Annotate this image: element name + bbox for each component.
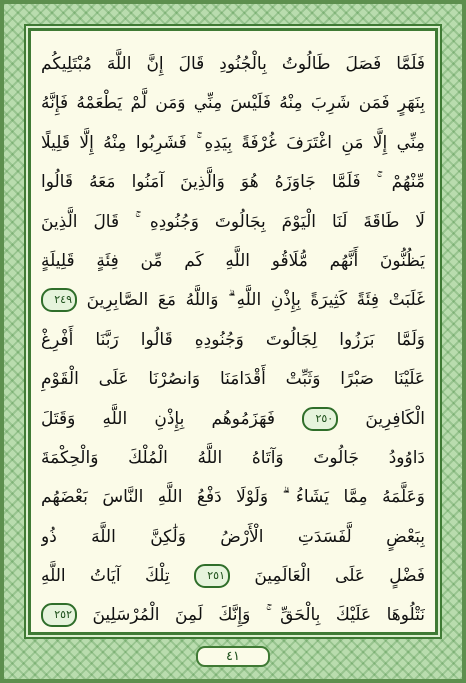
verse-text: تِلْكَ آيَاتُ اللَّهِ [41, 566, 170, 587]
text-line [41, 518, 425, 557]
ayah-number-marker: ٢٥٢ [41, 603, 77, 627]
verse-text: دَاوُودُ جَالُوتَ وَآتَاهُ اللَّهُ الْمُلْكَ وَالْحِكْمَةَ [41, 447, 425, 468]
verse-text: فَضْلٍ عَلَى الْعَالَمِينَ [254, 566, 425, 587]
text-line [41, 321, 425, 360]
verse-text: يَظُنُّونَ أَنَّهُم مُّلَاقُو اللَّهِ كَم مِّن فِئَةٍ قَلِيلَةٍ [41, 250, 425, 271]
text-frame [28, 28, 438, 635]
page-number: ٤١ [196, 646, 270, 667]
verse-text: نَتْلُوهَا عَلَيْكَ بِالْحَقِّ ۚ وَإِنَّكَ لَمِنَ الْمُرْسَلِينَ [92, 605, 425, 626]
verse-text: بِبَعْضٍ لَّفَسَدَتِ الْأَرْضُ وَلَٰكِنَّ اللَّهَ ذُو [41, 526, 425, 547]
verse-text: وَعَلَّمَهُ مِمَّا يَشَاءُ ۗ وَلَوْلَا دَفْعُ اللَّهِ النَّاسَ بَعْضَهُم [41, 487, 425, 508]
text-line [41, 45, 425, 84]
ayah-number-marker: ٢٤٩ [41, 288, 77, 312]
verse-text: عَلَيْنَا صَبْرًا وَثَبِّتْ أَقْدَامَنَا وَانصُرْنَا عَلَى الْقَوْمِ [41, 369, 425, 390]
text-line [41, 360, 425, 399]
verse-text: مِّنْهُمْ ۚ فَلَمَّا جَاوَزَهُ هُوَ وَالَّذِينَ آمَنُوا مَعَهُ قَالُوا [41, 172, 425, 193]
text-line [41, 84, 425, 123]
verse-text: الْكَافِرِينَ [365, 408, 425, 429]
page-footer [4, 645, 462, 667]
verse-text: غَلَبَتْ فِئَةً كَثِيرَةً بِإِذْنِ اللَّهِ ۗ وَاللَّهُ مَعَ الصَّابِرِينَ [86, 290, 425, 311]
text-line [41, 439, 425, 478]
verse-text: وَلَمَّا بَرَزُوا لِجَالُوتَ وَجُنُودِهِ قَالُوا رَبَّنَا أَفْرِغْ [41, 329, 425, 350]
verse-text: بِنَهَرٍ فَمَن شَرِبَ مِنْهُ فَلَيْسَ مِنِّي وَمَن لَّمْ يَطْعَمْهُ فَإِنَّهُ [41, 93, 425, 114]
text-line [41, 203, 425, 242]
text-line [41, 163, 425, 202]
text-line [41, 557, 425, 596]
verse-text: فَلَمَّا فَصَلَ طَالُوتُ بِالْجُنُودِ قَالَ إِنَّ اللَّهَ مُبْتَلِيكُم [41, 54, 425, 74]
text-line [41, 400, 425, 439]
verse-text: لَا طَاقَةَ لَنَا الْيَوْمَ بِجَالُوتَ وَجُنُودِهِ ۚ قَالَ الَّذِينَ [41, 211, 425, 232]
text-line [41, 596, 425, 635]
text-line [41, 242, 425, 281]
quran-text [41, 45, 425, 626]
text-line [41, 478, 425, 517]
text-line [41, 281, 425, 320]
text-line [41, 124, 425, 163]
verse-text: مِنِّي إِلَّا مَنِ اغْتَرَفَ غُرْفَةً بِيَدِهِ ۚ فَشَرِبُوا مِنْهُ إِلَّا قَلِيلًا [41, 132, 425, 153]
verse-text: فَهَزَمُوهُم بِإِذْنِ اللَّهِ وَقَتَلَ [41, 408, 275, 429]
ayah-number-marker: ٢٥٠ [302, 407, 338, 431]
ayah-number-marker: ٢٥١ [194, 564, 230, 588]
